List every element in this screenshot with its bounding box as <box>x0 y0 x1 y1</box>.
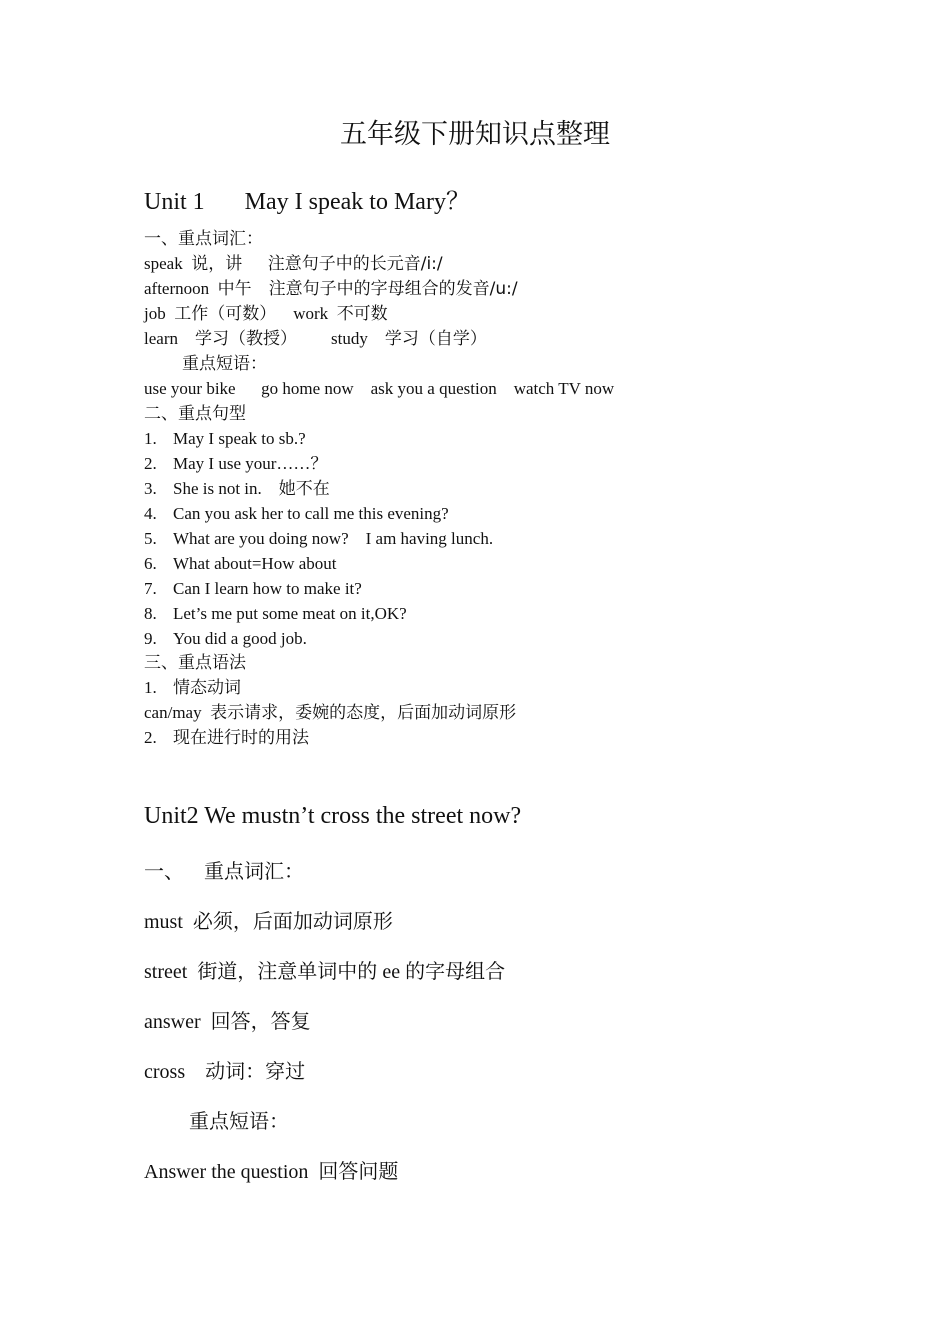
phrase-en: Answer the question <box>144 1161 309 1183</box>
sentence-item <box>144 477 330 501</box>
vocab-row <box>144 1007 311 1036</box>
sentence-text: Can you ask her to call me this evening? <box>173 504 449 523</box>
vocab-en: job <box>144 304 166 323</box>
unit1-phrase-heading: 重点短语： <box>182 354 267 374</box>
phrase-row <box>144 1157 398 1186</box>
unit1-vocab-heading: 一、重点词汇： <box>144 229 263 249</box>
vocab-row <box>144 327 487 351</box>
vocab-row <box>144 277 518 301</box>
vocab-zh: 的字母组合 <box>405 959 506 983</box>
sentence-number: 7. <box>144 579 157 598</box>
grammar-number: 1. <box>144 678 157 697</box>
vocab-zh: 不可数 <box>336 304 388 324</box>
vocab-row <box>144 302 388 326</box>
sentence-text: May I speak to sb.? <box>173 429 306 448</box>
phrase-zh: 回答问题 <box>318 1159 399 1183</box>
sentence-item <box>144 427 306 451</box>
sentence-number: 1. <box>144 429 157 448</box>
sentence-item <box>144 577 362 601</box>
vocab-en: answer <box>144 1011 201 1033</box>
vocab-zh: 必须，后面加动词原形 <box>192 909 393 933</box>
unit1-title <box>144 181 470 216</box>
vocab-en: learn <box>144 329 178 348</box>
unit1-label: Unit 1 <box>144 189 205 215</box>
grammar-desc-en: can/may <box>144 703 202 722</box>
sentence-zh: 她不在 <box>278 479 330 499</box>
sentence-item <box>144 627 307 651</box>
vocab-zh: 中午 <box>217 279 252 299</box>
grammar-desc <box>144 701 516 725</box>
sentence-number: 5. <box>144 529 157 548</box>
unit2-title: Unit2 We mustn’t cross the street now? <box>144 803 522 829</box>
vocab-row <box>144 957 505 986</box>
vocab-zh: 学习（自学） <box>384 329 487 349</box>
phrase-item: ask you a question <box>370 379 497 398</box>
sentence-number: 2. <box>144 454 157 473</box>
phrase-item: watch TV now <box>513 379 615 398</box>
sentence-text: Can I learn how to make it? <box>173 579 362 598</box>
vocab-en: ee <box>382 961 401 983</box>
vocab-zh: 回答，答复 <box>210 1009 311 1033</box>
vocab-en: cross <box>144 1061 186 1083</box>
page-title: 五年级下册知识点整理 <box>340 119 610 150</box>
grammar-number: 2. <box>144 728 157 747</box>
sentence-number: 8. <box>144 604 157 623</box>
grammar-item <box>144 676 241 700</box>
vocab-en: study <box>330 329 368 348</box>
sentence-text: She is not in. <box>173 479 262 498</box>
sentence-item <box>144 527 493 551</box>
unit2-vocab-heading <box>144 857 304 886</box>
vocab-row <box>144 1057 305 1086</box>
phrase-item: use your bike <box>144 379 236 398</box>
sentence-number: 6. <box>144 554 157 573</box>
sentence-text: Let’s me put some meat on it,OK? <box>173 604 407 623</box>
grammar-text: 情态动词 <box>173 678 241 698</box>
vocab-en: street <box>144 961 188 983</box>
unit1-sentence-heading: 二、重点句型 <box>144 404 246 424</box>
sentence-item <box>144 552 337 576</box>
grammar-desc-zh: 表示请求，委婉的态度，后面加动词原形 <box>210 703 517 723</box>
vocab-en: work <box>293 304 329 323</box>
unit1-name: May I speak to Mary？ <box>244 189 470 215</box>
vocab-zh: 动词：穿过 <box>205 1059 306 1083</box>
sentence-number: 3. <box>144 479 157 498</box>
phrase-row <box>144 377 614 401</box>
vocab-note: 注意句子中的字母组合的发音/u:/ <box>268 279 518 299</box>
sentence-item <box>144 602 407 626</box>
sentence-text: You did a good job. <box>173 629 307 648</box>
vocab-zh: 工作（可数） <box>174 304 277 324</box>
sentence-text: What are you doing now? I am having lunch. <box>173 529 494 548</box>
sentence-item <box>144 452 327 476</box>
unit2-phrase-heading: 重点短语： <box>189 1109 289 1133</box>
grammar-item <box>144 726 309 750</box>
vocab-note: 注意句子中的长元音/i:/ <box>267 254 443 274</box>
vocab-zh: 学习（教授） <box>194 329 297 349</box>
sentence-text: May I use your……？ <box>173 454 328 473</box>
sentence-item <box>144 502 449 526</box>
vocab-en: afternoon <box>144 279 210 298</box>
vocab-en: must <box>144 911 183 933</box>
vocab-zh: 说，讲 <box>191 254 243 274</box>
sentence-number: 9. <box>144 629 157 648</box>
phrase-item: go home now <box>261 379 354 398</box>
unit1-grammar-heading: 三、重点语法 <box>144 653 246 673</box>
grammar-text: 现在进行时的用法 <box>173 728 309 748</box>
vocab-zh: 街道，注意单词中的 <box>197 959 378 983</box>
vocab-row <box>144 252 443 276</box>
vocab-en: speak <box>144 254 183 273</box>
heading-number: 一、 <box>144 859 184 883</box>
sentence-text: What about=How about <box>173 554 337 573</box>
sentence-number: 4. <box>144 504 157 523</box>
vocab-row <box>144 907 393 936</box>
heading-text: 重点词汇： <box>204 859 304 883</box>
